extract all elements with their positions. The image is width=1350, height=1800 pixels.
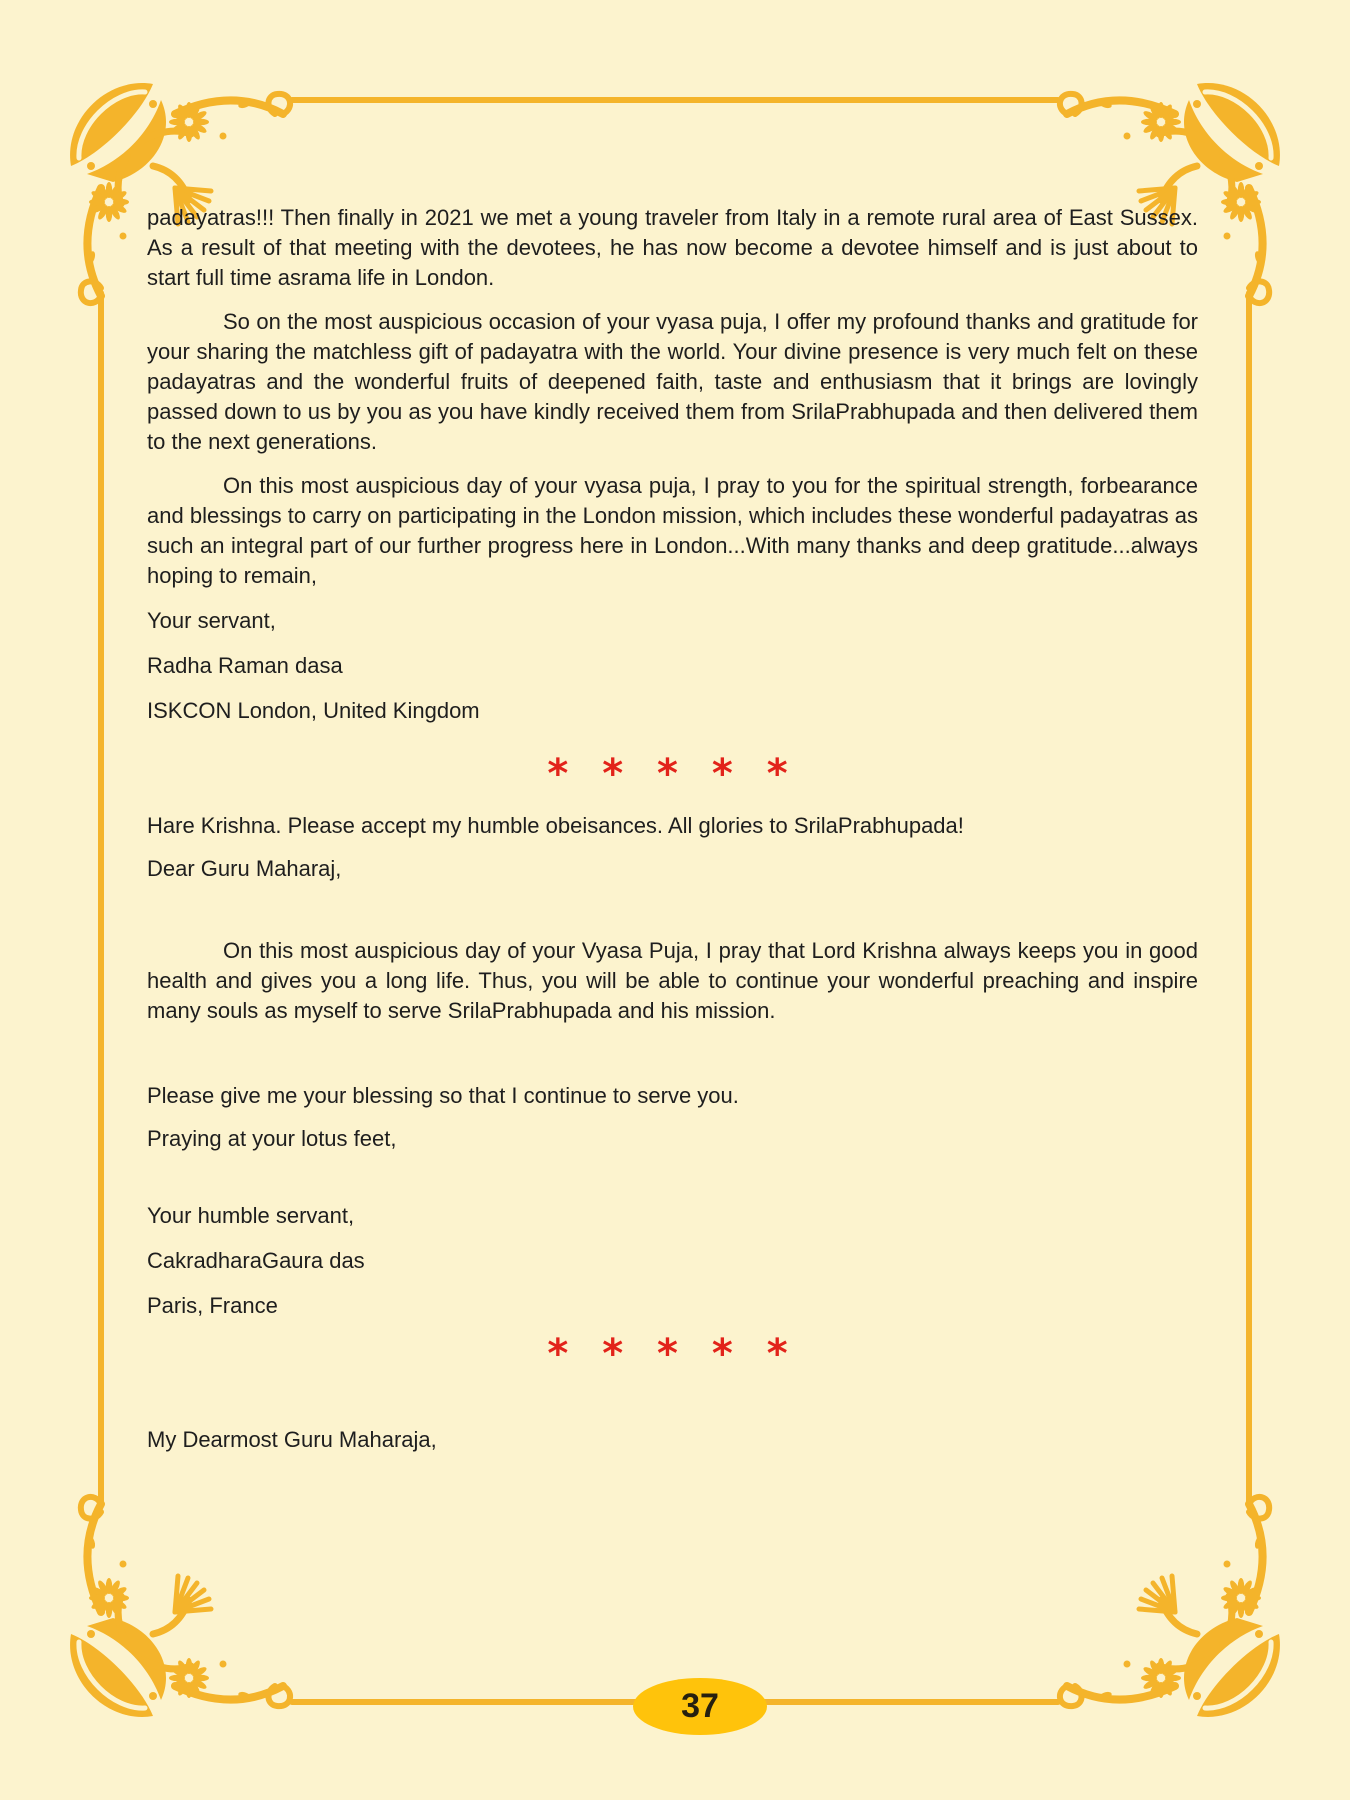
corner-flourish-bottom-left-icon: [57, 1490, 297, 1730]
page-content: [147, 203, 1198, 1455]
letter3-salutation: My Dearmost Guru Maharaja,: [147, 1427, 437, 1452]
letter2-paragraph-3: Praying at your lotus feet,: [147, 1126, 397, 1151]
letter1-location: ISKCON London, United Kingdom: [147, 698, 480, 723]
letter2-author: CakradharaGaura das: [147, 1248, 365, 1273]
section-separator: * * * * *: [547, 1331, 798, 1377]
letter2-salutation: Dear Guru Maharaj,: [147, 856, 342, 881]
corner-flourish-bottom-right-icon: [1053, 1490, 1293, 1730]
letter1-signoff: Your servant,: [147, 608, 276, 633]
frame-right-line: [1246, 290, 1252, 1504]
page-number-badge: [633, 1678, 767, 1735]
letter2-paragraph-1: On this most auspicious day of your Vyasa Puja, I pray that Lord Krishna always keeps you in good health and gives you a long life. Thus, you will be able to continue your wonderful preaching and inspire many souls as myself to serve SrilaPrabhupada and his mission.: [147, 938, 1198, 1023]
letter2-signoff: Your humble servant,: [147, 1203, 355, 1228]
letter2-location: Paris, France: [147, 1293, 278, 1318]
letter1-paragraph-1: padayatras!!! Then finally in 2021 we met a young traveler from Italy in a remote rural area of East Sussex. As a result of that meeting with the devotees, he has now become a devotee himself and is just about to start full time asrama life in London.: [147, 205, 1198, 290]
section-separator: * * * * *: [547, 751, 798, 797]
frame-left-line: [98, 290, 104, 1504]
letter2-invocation: Hare Krishna. Please accept my humble obeisances. All glories to SrilaPrabhupada!: [147, 813, 964, 838]
page-number: 37: [681, 1687, 719, 1725]
letter1-author: Radha Raman dasa: [147, 653, 343, 678]
letter1-paragraph-3: On this most auspicious day of your vyasa puja, I pray to you for the spiritual strength, forbearance and blessings to carry on participating in the London mission, which includes these wonderful padayatras as such an integral part of our further progress here in London...With many thanks and deep gratitude...always hoping to remain,: [147, 473, 1198, 588]
letter2-paragraph-2: Please give me your blessing so that I continue to serve you.: [147, 1083, 739, 1108]
frame-top-line: [289, 97, 1061, 103]
letter1-paragraph-2: So on the most auspicious occasion of your vyasa puja, I offer my profound thanks and gratitude for your sharing the matchless gift of padayatra with the world. Your divine presence is very much felt on these padayatras and the wonderful fruits of deepened faith, taste and enthusiasm that it brings are lovingly passed down to us by you as you have kindly received them from SrilaPrabhupada and then delivered them to the next generations.: [147, 309, 1198, 454]
